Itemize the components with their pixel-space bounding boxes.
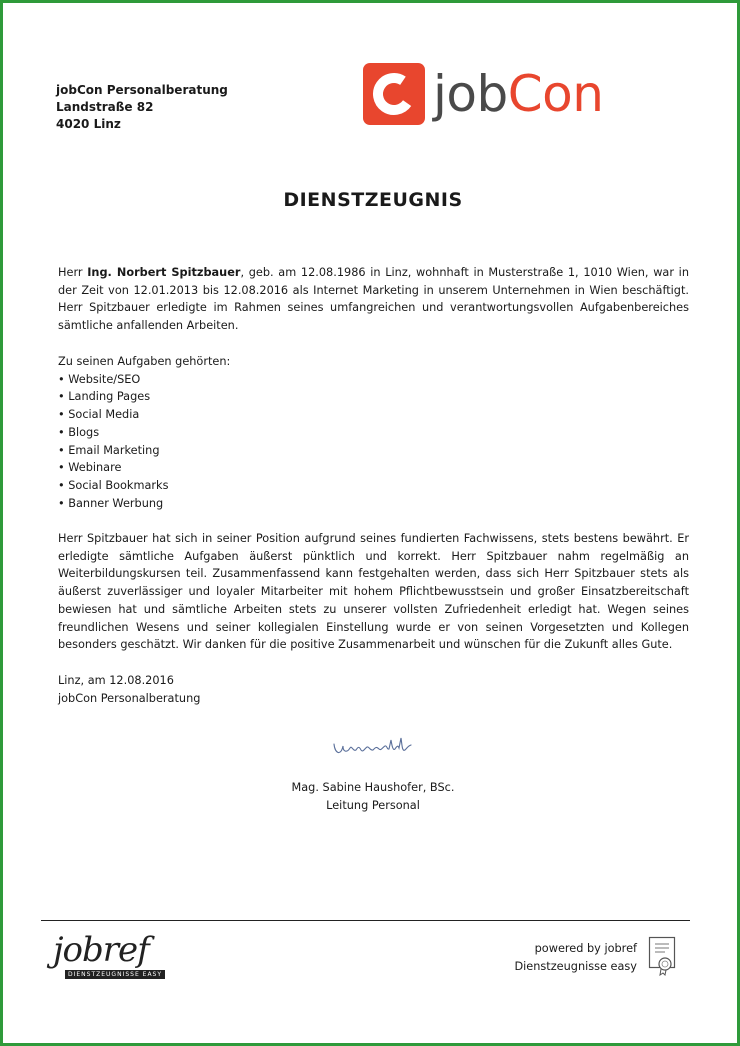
list-item: • Email Marketing: [58, 443, 160, 457]
list-item: • Social Media: [58, 408, 140, 422]
jobref-logo: [53, 930, 165, 986]
signer-block: [3, 779, 740, 814]
list-item: • Webinare: [58, 461, 122, 475]
jobref-tagline: DIENSTZEUGNISSE EASY: [65, 970, 165, 979]
jobref-wordmark: jobref: [53, 930, 149, 970]
c-letter-logo-icon: [363, 63, 425, 125]
sender-company: jobCon Personalberatung: [56, 83, 228, 97]
signer-role: Leitung Personal: [326, 798, 420, 812]
list-item: • Website/SEO: [58, 372, 141, 386]
footer-divider: [41, 920, 690, 921]
tasks-list: [58, 371, 689, 513]
logo-text-con: Con: [507, 65, 604, 123]
signer-name: Mag. Sabine Haushofer, BSc.: [291, 781, 455, 794]
place-date: Linz, am 12.08.2016: [58, 674, 174, 687]
list-item: • Blogs: [58, 425, 100, 439]
logo-wordmark: [433, 64, 603, 124]
intro-post: , geb. am 12.08.1986 in Linz, wohnhaft in Musterstraße 1, 1010 Wien, war in der Zeit von 12.01.2013 bis 12.08.2016 als Internet Marketing in unserem Unternehmen in Wien beschäftigt. Herr Spitzbauer erledigte im Rahmen seines umfangreichen und verantwortungsvollen Aufgabenbereiches sämtliche anfallenden Arbeiten.: [58, 266, 689, 333]
list-item: • Banner Werbung: [58, 496, 164, 510]
closing-company: jobCon Personalberatung: [58, 691, 201, 705]
powered-by: [514, 940, 637, 976]
jobcon-logo: [363, 63, 603, 125]
list-item: • Landing Pages: [58, 390, 151, 404]
tasks-section: [58, 353, 689, 512]
tasks-heading: Zu seinen Aufgaben gehörten:: [58, 355, 231, 368]
sender-street: Landstraße 82: [56, 100, 154, 114]
powered-line-2: Dienstzeugnisse easy: [514, 960, 637, 973]
list-item: • Social Bookmarks: [58, 478, 169, 492]
employee-name: Ing. Norbert Spitzbauer: [87, 266, 241, 279]
sender-address: [56, 82, 228, 133]
sender-city: 4020 Linz: [56, 117, 121, 131]
powered-line-1: powered by jobref: [534, 942, 637, 955]
handwritten-signature: [331, 736, 415, 766]
intro-paragraph: [58, 264, 689, 335]
certificate-icon: [648, 936, 676, 980]
assessment-paragraph: Herr Spitzbauer hat sich in seiner Position aufgrund seines fundierten Fachwissens, stets bestens bewährt. Er erledigte sämtliche Aufgaben äußerst pünktlich und korrekt. Herr Spitzbauer nahm regelmäßig an Weiterbildungskursen teil. Zusammenfassend kann festgehalten werden, dass sich Herr Spitzbauer stets als äußerst zuverlässiger und loyaler Mitarbeiter mit hohem Pflichtbewusstsein und großer Einsatzbereitschaft bewiesen hat und sämtliche Arbeiten stets zu unserer vollsten Zufriedenheit erledigt hat. Wegen seines freundlichen Wesens und seiner kollegialen Einstellung wurde er von seinen Vorgesetzten und Kollegen besonders geschätzt. Wir danken für die positive Zusammenarbeit und wünschen für die Zukunft alles Gute.: [58, 532, 689, 652]
intro-pre: Herr: [58, 266, 88, 279]
logo-text-job: job: [433, 65, 508, 123]
document-title: DIENSTZEUGNIS: [283, 189, 463, 211]
closing-block: [58, 672, 689, 707]
